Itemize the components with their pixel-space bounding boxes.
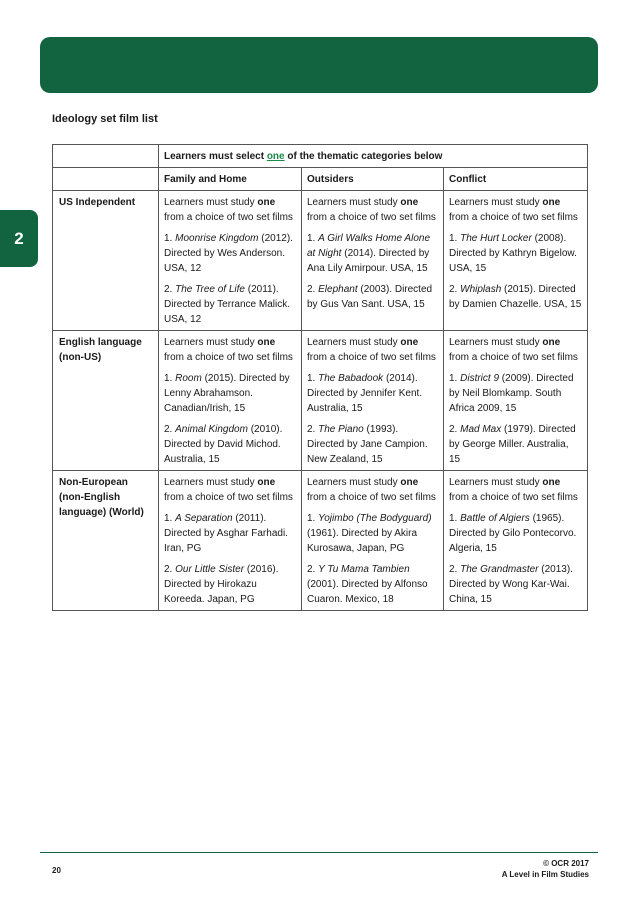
- film-entry: [307, 231, 438, 276]
- film-number: 2.: [449, 564, 461, 575]
- film-title: Animal Kingdom: [175, 424, 248, 435]
- choice-instruction: [449, 195, 582, 225]
- choice-instruction: [449, 335, 582, 365]
- choice-instruction: [164, 475, 296, 505]
- film-title: Battle of Algiers: [460, 513, 530, 524]
- instruction-emphasis: one: [257, 337, 276, 348]
- instruction-text: from a choice of two set films: [164, 492, 293, 503]
- instruction-text: Learners must study: [449, 337, 543, 348]
- instruction-text: Learners must study: [307, 197, 401, 208]
- film-title: A Separation: [175, 513, 233, 524]
- film-number: 2.: [164, 564, 176, 575]
- film-title: Room: [175, 373, 202, 384]
- film-entry: [449, 511, 582, 556]
- film-number: 1.: [307, 513, 319, 524]
- table-row: [53, 471, 588, 611]
- instruction-cell: [159, 145, 588, 168]
- instruction-text: from a choice of two set films: [307, 212, 436, 223]
- instruction-emphasis: one: [257, 197, 276, 208]
- section-title: Ideology set film list: [52, 113, 158, 125]
- film-entry: [449, 371, 582, 416]
- film-entry: [307, 282, 438, 312]
- column-header-family: Family and Home: [159, 168, 302, 191]
- film-number: 2.: [307, 284, 319, 295]
- instruction-text: from a choice of two set films: [164, 352, 293, 363]
- instruction-emphasis: one: [400, 477, 419, 488]
- film-choice-cell: [159, 471, 302, 611]
- film-title: Elephant: [318, 284, 358, 295]
- instruction-text: from a choice of two set films: [164, 212, 293, 223]
- film-title: The Piano: [318, 424, 364, 435]
- instruction-text-before: Learners must select: [164, 151, 267, 162]
- column-header-outsiders: Outsiders: [302, 168, 444, 191]
- film-details: (2014). Directed by Ana Lily Amirpour. USA, 15: [307, 248, 430, 274]
- film-title: District 9: [460, 373, 500, 384]
- instruction-text: from a choice of two set films: [449, 352, 578, 363]
- instruction-emphasis: one: [542, 477, 561, 488]
- film-number: 1.: [164, 373, 176, 384]
- choice-instruction: [164, 195, 296, 225]
- film-title: Our Little Sister: [175, 564, 245, 575]
- film-details: (2012). Directed by Wes Anderson. USA, 12: [164, 233, 293, 274]
- film-title: Yojimbo (The Bodyguard): [318, 513, 432, 524]
- film-details: (2016). Directed by Hirokazu Koreeda. Japan, PG: [164, 564, 279, 605]
- column-header-conflict: Conflict: [444, 168, 588, 191]
- choice-instruction: [307, 195, 438, 225]
- film-number: 1.: [449, 373, 461, 384]
- film-entry: [449, 422, 582, 467]
- film-number: 1.: [449, 233, 461, 244]
- film-choice-cell: [302, 191, 444, 331]
- film-entry: [164, 511, 296, 556]
- instruction-emphasis: one: [257, 477, 276, 488]
- film-number: 1.: [307, 373, 319, 384]
- film-number: 1.: [307, 233, 319, 244]
- choice-instruction: [307, 335, 438, 365]
- film-title: Whiplash: [460, 284, 502, 295]
- film-title: The Grandmaster: [460, 564, 539, 575]
- film-number: 2.: [449, 284, 461, 295]
- film-entry: [164, 282, 296, 327]
- instruction-text: from a choice of two set films: [307, 492, 436, 503]
- row-label: Non-European (non-English language) (World): [53, 471, 159, 611]
- film-details: (2010). Directed by David Michod. Australia, 15: [164, 424, 283, 465]
- film-entry: [164, 562, 296, 607]
- film-details: (1965). Directed by Gilo Pontecorvo. Algeria, 15: [449, 513, 577, 554]
- film-title: The Babadook: [318, 373, 384, 384]
- film-choice-cell: [444, 471, 588, 611]
- table-row: [53, 191, 588, 331]
- instruction-emphasis: one: [400, 197, 419, 208]
- film-entry: [449, 562, 582, 607]
- instruction-text: Learners must study: [164, 337, 258, 348]
- film-number: 1.: [449, 513, 461, 524]
- film-entry: [164, 231, 296, 276]
- instruction-emphasis: one: [400, 337, 419, 348]
- instruction-text: Learners must study: [307, 337, 401, 348]
- film-details: (2001). Directed by Alfonso Cuaron. Mexico, 18: [307, 579, 428, 605]
- film-entry: [307, 371, 438, 416]
- film-number: 1.: [164, 233, 176, 244]
- instruction-text-after: of the thematic categories below: [284, 151, 443, 162]
- film-details: (1993). Directed by Jane Campion. New Zealand, 15: [307, 424, 428, 465]
- film-number: 1.: [164, 513, 176, 524]
- chapter-tab-number: 2: [14, 228, 24, 248]
- film-entry: [307, 511, 438, 556]
- film-details: (2015). Directed by Damien Chazelle. USA, 15: [449, 284, 582, 310]
- film-choice-cell: [159, 191, 302, 331]
- choice-instruction: [449, 475, 582, 505]
- film-details: (2011). Directed by Terrance Malick. USA, 12: [164, 284, 290, 325]
- footer-credits: [502, 858, 589, 880]
- row-label: English language (non-US): [53, 331, 159, 471]
- film-title: Moonrise Kingdom: [175, 233, 259, 244]
- table-row: [53, 331, 588, 471]
- film-title: The Hurt Locker: [460, 233, 532, 244]
- film-details: (2015). Directed by Lenny Abrahamson. Canadian/Irish, 15: [164, 373, 290, 414]
- film-title: A Girl Walks Home Alone at Night: [307, 233, 431, 259]
- instruction-text: from a choice of two set films: [307, 352, 436, 363]
- film-number: 2.: [449, 424, 461, 435]
- film-number: 2.: [164, 284, 176, 295]
- row-label: US Independent: [53, 191, 159, 331]
- instruction-text: Learners must study: [449, 477, 543, 488]
- film-list-table: [52, 144, 588, 611]
- instruction-text: Learners must study: [307, 477, 401, 488]
- film-number: 2.: [307, 424, 319, 435]
- film-details: (2003). Directed by Gus Van Sant. USA, 15: [307, 284, 433, 310]
- film-details: (2014). Directed by Jennifer Kent. Australia, 15: [307, 373, 423, 414]
- film-entry: [449, 282, 582, 312]
- empty-corner-cell: [53, 145, 159, 168]
- film-choice-cell: [302, 331, 444, 471]
- instruction-emphasis: one: [542, 337, 561, 348]
- instruction-text: from a choice of two set films: [449, 492, 578, 503]
- film-details: (2013). Directed by Wong Kar-Wai. China, 15: [449, 564, 573, 605]
- film-details: (2011). Directed by Asghar Farhadi. Iran, PG: [164, 513, 288, 554]
- film-choice-cell: [302, 471, 444, 611]
- empty-header-cell: [53, 168, 159, 191]
- film-details: (1979). Directed by George Miller. Australia, 15: [449, 424, 576, 465]
- column-header-row: [53, 168, 588, 191]
- film-entry: [307, 562, 438, 607]
- instruction-text: from a choice of two set films: [449, 212, 578, 223]
- film-title: Y Tu Mama Tambien: [318, 564, 410, 575]
- instruction-text: Learners must study: [164, 477, 258, 488]
- instruction-emphasis: one: [542, 197, 561, 208]
- instruction-row: [53, 145, 588, 168]
- copyright-text: © OCR 2017: [543, 859, 589, 868]
- footer-rule: [40, 852, 598, 853]
- choice-instruction: [307, 475, 438, 505]
- film-details: (1961). Directed by Akira Kurosawa, Japan, PG: [307, 528, 418, 554]
- film-details: (2008). Directed by Kathryn Bigelow. USA, 15: [449, 233, 577, 274]
- instruction-text: Learners must study: [449, 197, 543, 208]
- film-choice-cell: [444, 331, 588, 471]
- film-entry: [164, 371, 296, 416]
- instruction-text: Learners must study: [164, 197, 258, 208]
- chapter-tab: [0, 210, 38, 267]
- film-number: 2.: [164, 424, 176, 435]
- film-number: 2.: [307, 564, 319, 575]
- film-entry: [449, 231, 582, 276]
- film-entry: [164, 422, 296, 467]
- film-entry: [307, 422, 438, 467]
- header-banner: [40, 37, 598, 93]
- film-title: The Tree of Life: [175, 284, 245, 295]
- instruction-emphasis-link: one: [266, 151, 285, 162]
- film-details: (2009). Directed by Neil Blomkamp. South Africa 2009, 15: [449, 373, 574, 414]
- publication-title: A Level in Film Studies: [501, 870, 589, 879]
- page-number: 20: [52, 866, 61, 875]
- film-title: Mad Max: [460, 424, 502, 435]
- film-choice-cell: [159, 331, 302, 471]
- film-choice-cell: [444, 191, 588, 331]
- choice-instruction: [164, 335, 296, 365]
